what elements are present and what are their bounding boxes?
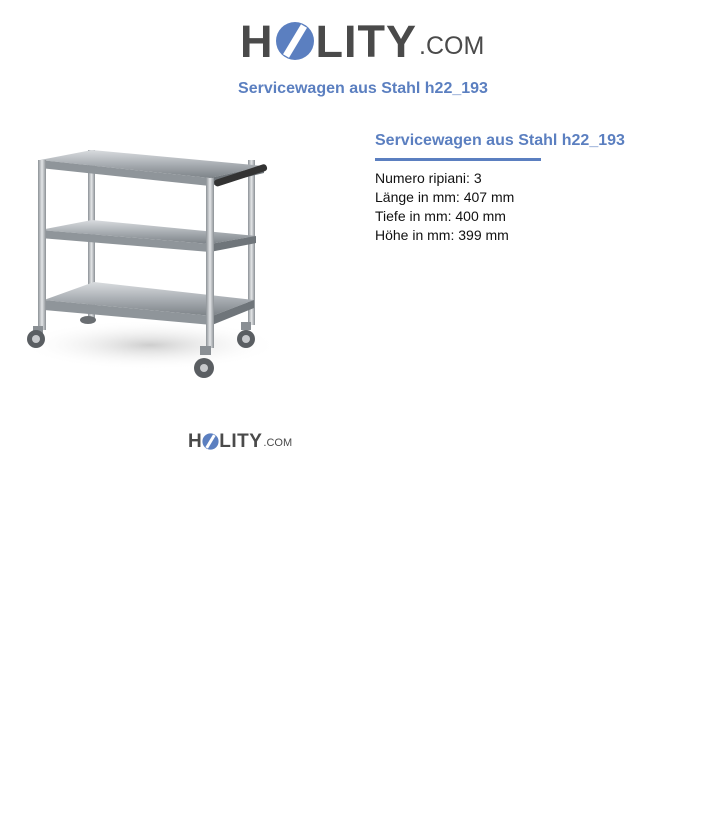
spec-shelves: Numero ripiani: 3 xyxy=(375,170,482,186)
spec-depth: Tiefe in mm: 400 mm xyxy=(375,208,506,224)
logo-small-text-left: H xyxy=(188,431,203,452)
wheel-back-left xyxy=(80,316,96,324)
logo-text-right: LITY xyxy=(315,16,417,67)
brand-logo-small[interactable] xyxy=(188,429,292,451)
logo-text-left: H xyxy=(240,16,274,67)
page-title: Servicewagen aus Stahl h22_193 xyxy=(238,80,488,97)
logo-small-suffix: .COM xyxy=(263,437,293,449)
wheel-back-right xyxy=(237,322,255,348)
logo-suffix: .COM xyxy=(419,32,485,60)
logo-small-o-mark-icon xyxy=(202,433,219,450)
title-underline xyxy=(375,158,541,161)
product-image xyxy=(20,140,280,385)
spec-list xyxy=(375,169,705,245)
logo-o-mark-icon xyxy=(275,21,315,61)
product-info-panel xyxy=(375,131,705,245)
logo-small-text-right: LITY xyxy=(219,431,263,452)
wheel-front-left xyxy=(27,326,45,348)
spec-length: Länge in mm: 407 mm xyxy=(375,189,515,205)
spec-height: Höhe in mm: 399 mm xyxy=(375,227,509,243)
brand-logo[interactable] xyxy=(240,14,485,67)
product-title: Servicewagen aus Stahl h22_193 xyxy=(375,132,625,149)
